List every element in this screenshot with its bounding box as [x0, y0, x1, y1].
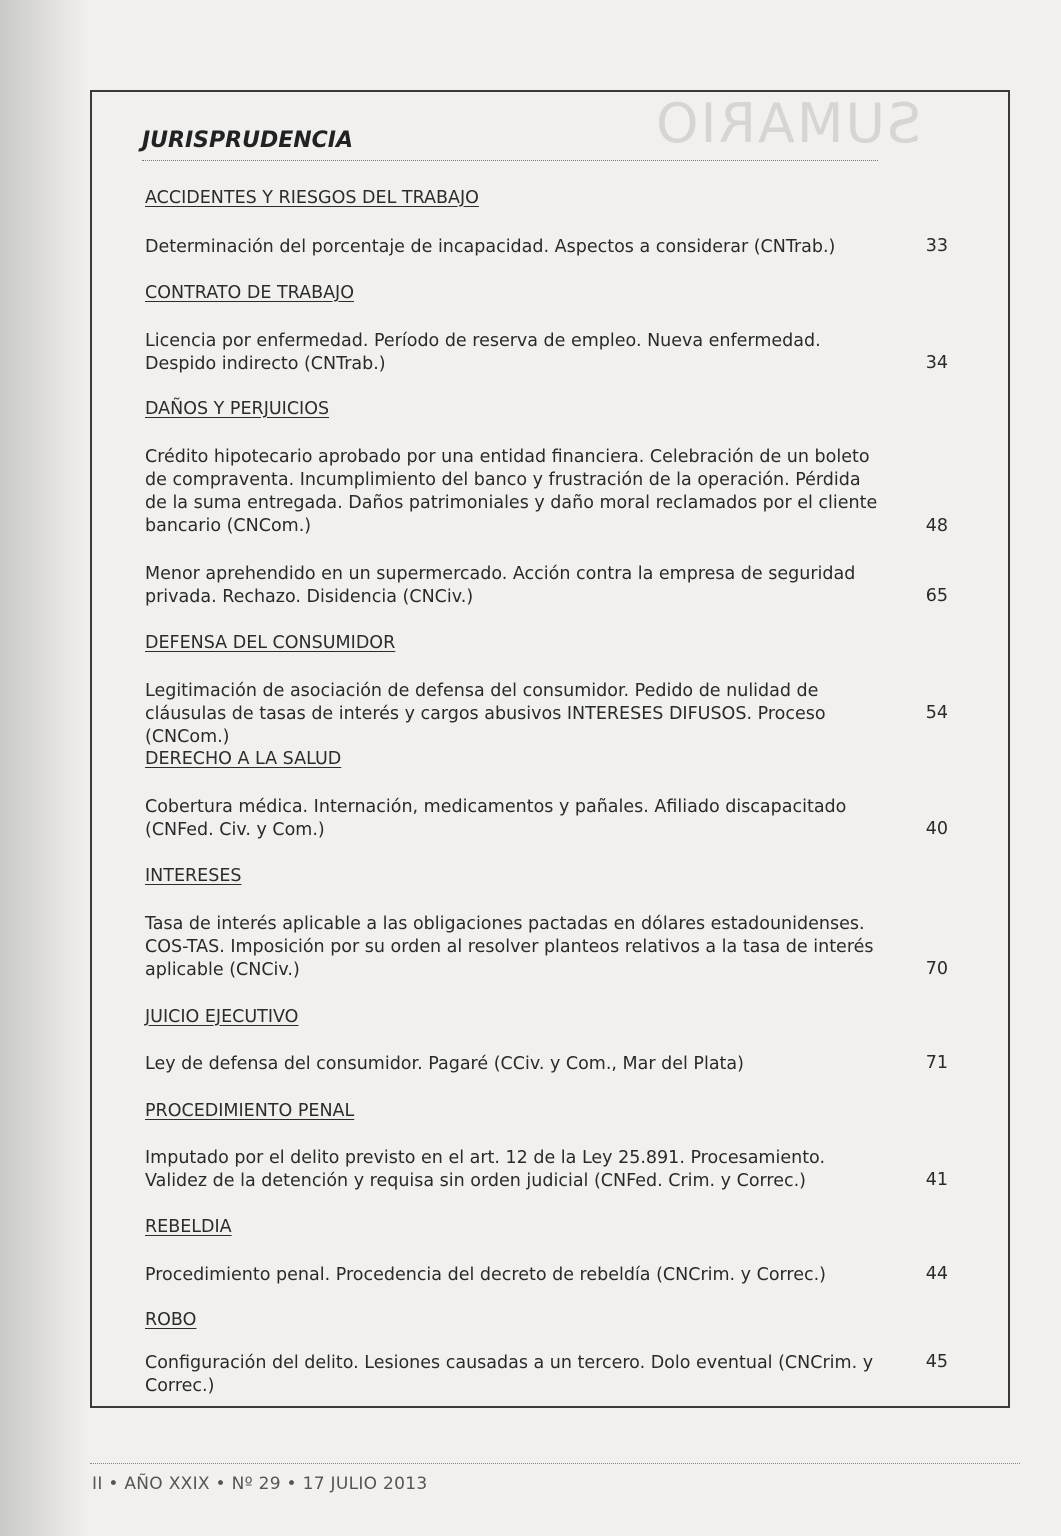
heading-procedimiento-penal: PROCEDIMIENTO PENAL: [145, 1101, 355, 1121]
entry-text: Procedimiento penal. Procedencia del decreto de rebeldía (CNCrim. y Correc.): [145, 1265, 827, 1285]
heading-defensa-consumidor: DEFENSA DEL CONSUMIDOR: [145, 633, 396, 653]
entry-text: Menor aprehendido en un supermercado. Acción contra la empresa de seguridad privada. Rechazo. Disidencia (CNCiv.): [145, 564, 856, 607]
entry-page: 71: [925, 1053, 948, 1073]
watermark-text: SUMARIO: [653, 92, 921, 155]
entry-text: Licencia por enfermedad. Período de reserva de empleo. Nueva enfermedad. Despido indirecto (CNTrab.): [145, 331, 821, 374]
entry-page: 65: [925, 586, 948, 606]
heading-rebeldia: REBELDIA: [145, 1217, 232, 1237]
entry-page: 40: [925, 819, 948, 839]
heading-accidentes: ACCIDENTES Y RIESGOS DEL TRABAJO: [145, 188, 479, 208]
heading-derecho-salud: DERECHO A LA SALUD: [145, 749, 342, 769]
entry-page: 33: [925, 236, 948, 256]
entry-page: 70: [925, 959, 948, 979]
entry-page: 54: [925, 703, 948, 723]
issue-footer: II • AÑO XXIX • Nº 29 • 17 JULIO 2013: [92, 1474, 428, 1494]
entry-text: Cobertura médica. Internación, medicamentos y pañales. Afiliado discapacitado (CNFed. Civ. y Com.): [145, 797, 847, 840]
entry-text: Imputado por el delito previsto en el art. 12 de la Ley 25.891. Procesamiento. Validez de la detención y requisa sin orden judicial (CNFed. Crim. y Correc.): [145, 1148, 826, 1191]
entry-page: 48: [925, 516, 948, 536]
heading-danos: DAÑOS Y PERJUICIOS: [145, 399, 330, 419]
page-edge-shadow: [0, 0, 90, 1536]
heading-juicio-ejecutivo: JUICIO EJECUTIVO: [145, 1007, 299, 1027]
heading-intereses: INTERESES: [145, 866, 242, 886]
entry-page: 44: [925, 1264, 948, 1284]
heading-contrato: CONTRATO DE TRABAJO: [145, 283, 354, 303]
section-title: JURISPRUDENCIA: [142, 128, 354, 153]
title-divider: [142, 160, 878, 161]
heading-robo: ROBO: [145, 1310, 197, 1330]
entry-text: Crédito hipotecario aprobado por una entidad financiera. Celebración de un boleto de compraventa. Incumplimiento del banco y frustración de la operación. Pérdida de la suma entregada. Daños patrimoniales y daño moral reclamados por el cliente bancario (CNCom.): [145, 447, 878, 536]
entry-text: Ley de defensa del consumidor. Pagaré (CCiv. y Com., Mar del Plata): [145, 1054, 744, 1074]
entry-text: Tasa de interés aplicable a las obligaciones pactadas en dólares estadounidenses. COS-TAS. Imposición por su orden al resolver planteos relativos a la tasa de interés aplicable (CNCiv.): [145, 914, 874, 980]
entry-text: Configuración del delito. Lesiones causadas a un tercero. Dolo eventual (CNCrim. y Correc.): [145, 1353, 874, 1396]
entry-page: 34: [925, 353, 948, 373]
entry-text: Legitimación de asociación de defensa del consumidor. Pedido de nulidad de cláusulas de tasas de interés y cargos abusivos INTERESES DIFUSOS. Proceso (CNCom.): [145, 681, 826, 747]
footer-divider: [90, 1463, 1020, 1464]
entry-page: 41: [925, 1170, 948, 1190]
entry-text: Determinación del porcentaje de incapacidad. Aspectos a considerar (CNTrab.): [145, 237, 836, 257]
entry-page: 45: [925, 1352, 948, 1372]
